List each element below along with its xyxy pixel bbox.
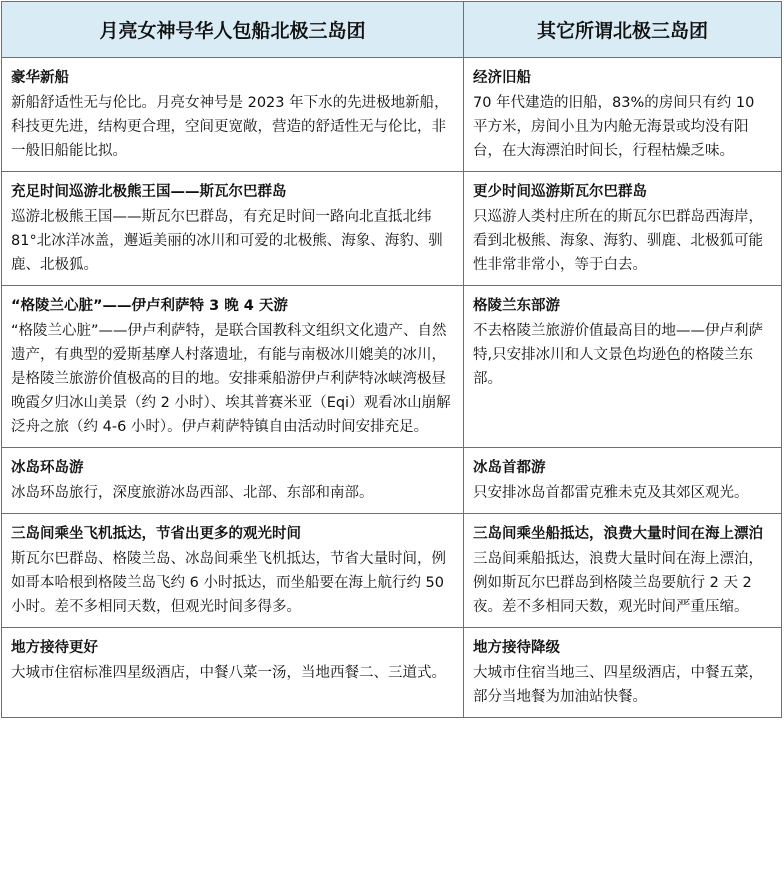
table-row <box>2 286 782 448</box>
cell-right <box>464 172 782 286</box>
header-row <box>2 2 782 58</box>
cell-title: “格陵兰心脏”——伊卢利萨特 3 晚 4 天游 <box>11 298 288 314</box>
cell-title: 格陵兰东部游 <box>473 298 560 314</box>
cell-body: 新船舒适性无与伦比。月亮女神号是 2023 年下水的先进极地新船，科技更先进，结构更合理，空间更宽敞，营造的舒适性无与伦比，非一般旧船能比拟。 <box>11 95 449 159</box>
cell-body: 70 年代建造的旧船，83%的房间只有约 10 平方米，房间小且为内舱无海景或均没有阳台，在大海漂泊时间长，行程枯燥乏味。 <box>473 95 755 159</box>
cell-right <box>464 448 782 514</box>
table-row <box>2 628 782 718</box>
cell-body: 大城市住宿当地三、四星级酒店，中餐五菜，部分当地餐为加油站快餐。 <box>473 665 763 705</box>
cell-title: 冰岛首都游 <box>473 460 546 476</box>
table-row <box>2 448 782 514</box>
comparison-table <box>1 1 782 718</box>
cell-title: 冰岛环岛游 <box>11 460 84 476</box>
table-row <box>2 172 782 286</box>
cell-body: 斯瓦尔巴群岛、格陵兰岛、冰岛间乘坐飞机抵达，节省大量时间，例如哥本哈根到格陵兰岛飞约 6 小时抵达，而坐船要在海上航行约 50 小时。差不多相同天数，但观光时间多得多。 <box>11 551 446 615</box>
header-moon-goddess: 月亮女神号华人包船北极三岛团 <box>2 2 464 58</box>
cell-left <box>2 514 464 628</box>
cell-title: 充足时间巡游北极熊王国——斯瓦尔巴群岛 <box>11 184 287 200</box>
cell-left <box>2 172 464 286</box>
cell-body: 不去格陵兰旅游价值最高目的地——伊卢利萨特,只安排冰川和人文景色均逊色的格陵兰东部。 <box>473 323 763 387</box>
cell-title: 三岛间乘坐船抵达，浪费大量时间在海上漂泊 <box>473 526 763 542</box>
table-row <box>2 514 782 628</box>
cell-left <box>2 448 464 514</box>
cell-title: 地方接待降级 <box>473 640 560 656</box>
cell-body: 只巡游人类村庄所在的斯瓦尔巴群岛西海岸，看到北极熊、海象、海豹、驯鹿、北极狐可能性非常非常小，等于白去。 <box>473 209 763 273</box>
cell-right <box>464 628 782 718</box>
cell-body: 冰岛环岛旅行，深度旅游冰岛西部、北部、东部和南部。 <box>11 485 374 501</box>
cell-title: 豪华新船 <box>11 70 69 86</box>
cell-title: 经济旧船 <box>473 70 531 86</box>
cell-body: “格陵兰心脏”——伊卢利萨特，是联合国教科文组织文化遗产、自然遗产，有典型的爱斯基摩人村落遗址，有能与南极冰川媲美的冰川，是格陵兰旅游价值极高的目的地。安排乘船游伊卢利萨特冰峡湾极昼晚霞夕归冰山美景（约 2 小时）、埃其普赛米亚（Eqi）观看冰山崩解泛舟之旅（约 4-6 小时）。伊卢莉萨特镇自由活动时间安排充足。 <box>11 323 451 435</box>
cell-title: 地方接待更好 <box>11 640 98 656</box>
cell-body: 三岛间乘船抵达，浪费大量时间在海上漂泊，例如斯瓦尔巴群岛到格陵兰岛要航行 2 天 2 夜。差不多相同天数，观光时间严重压缩。 <box>473 551 763 615</box>
cell-title: 更少时间巡游斯瓦尔巴群岛 <box>473 184 647 200</box>
cell-body: 大城市住宿标准四星级酒店，中餐八菜一汤，当地西餐二、三道式。 <box>11 665 446 681</box>
cell-title: 三岛间乘坐飞机抵达，节省出更多的观光时间 <box>11 526 301 542</box>
cell-body: 巡游北极熊王国——斯瓦尔巴群岛，有充足时间一路向北直抵北纬 81°北冰洋冰盖，邂逅美丽的冰川和可爱的北极熊、海象、海豹、驯鹿、北极狐。 <box>11 209 443 273</box>
cell-body: 只安排冰岛首都雷克雅未克及其郊区观光。 <box>473 485 749 501</box>
header-other-tours: 其它所谓北极三岛团 <box>464 2 782 58</box>
cell-right <box>464 58 782 172</box>
cell-left <box>2 628 464 718</box>
cell-left <box>2 286 464 448</box>
table-row <box>2 58 782 172</box>
cell-left <box>2 58 464 172</box>
cell-right <box>464 286 782 448</box>
cell-right <box>464 514 782 628</box>
